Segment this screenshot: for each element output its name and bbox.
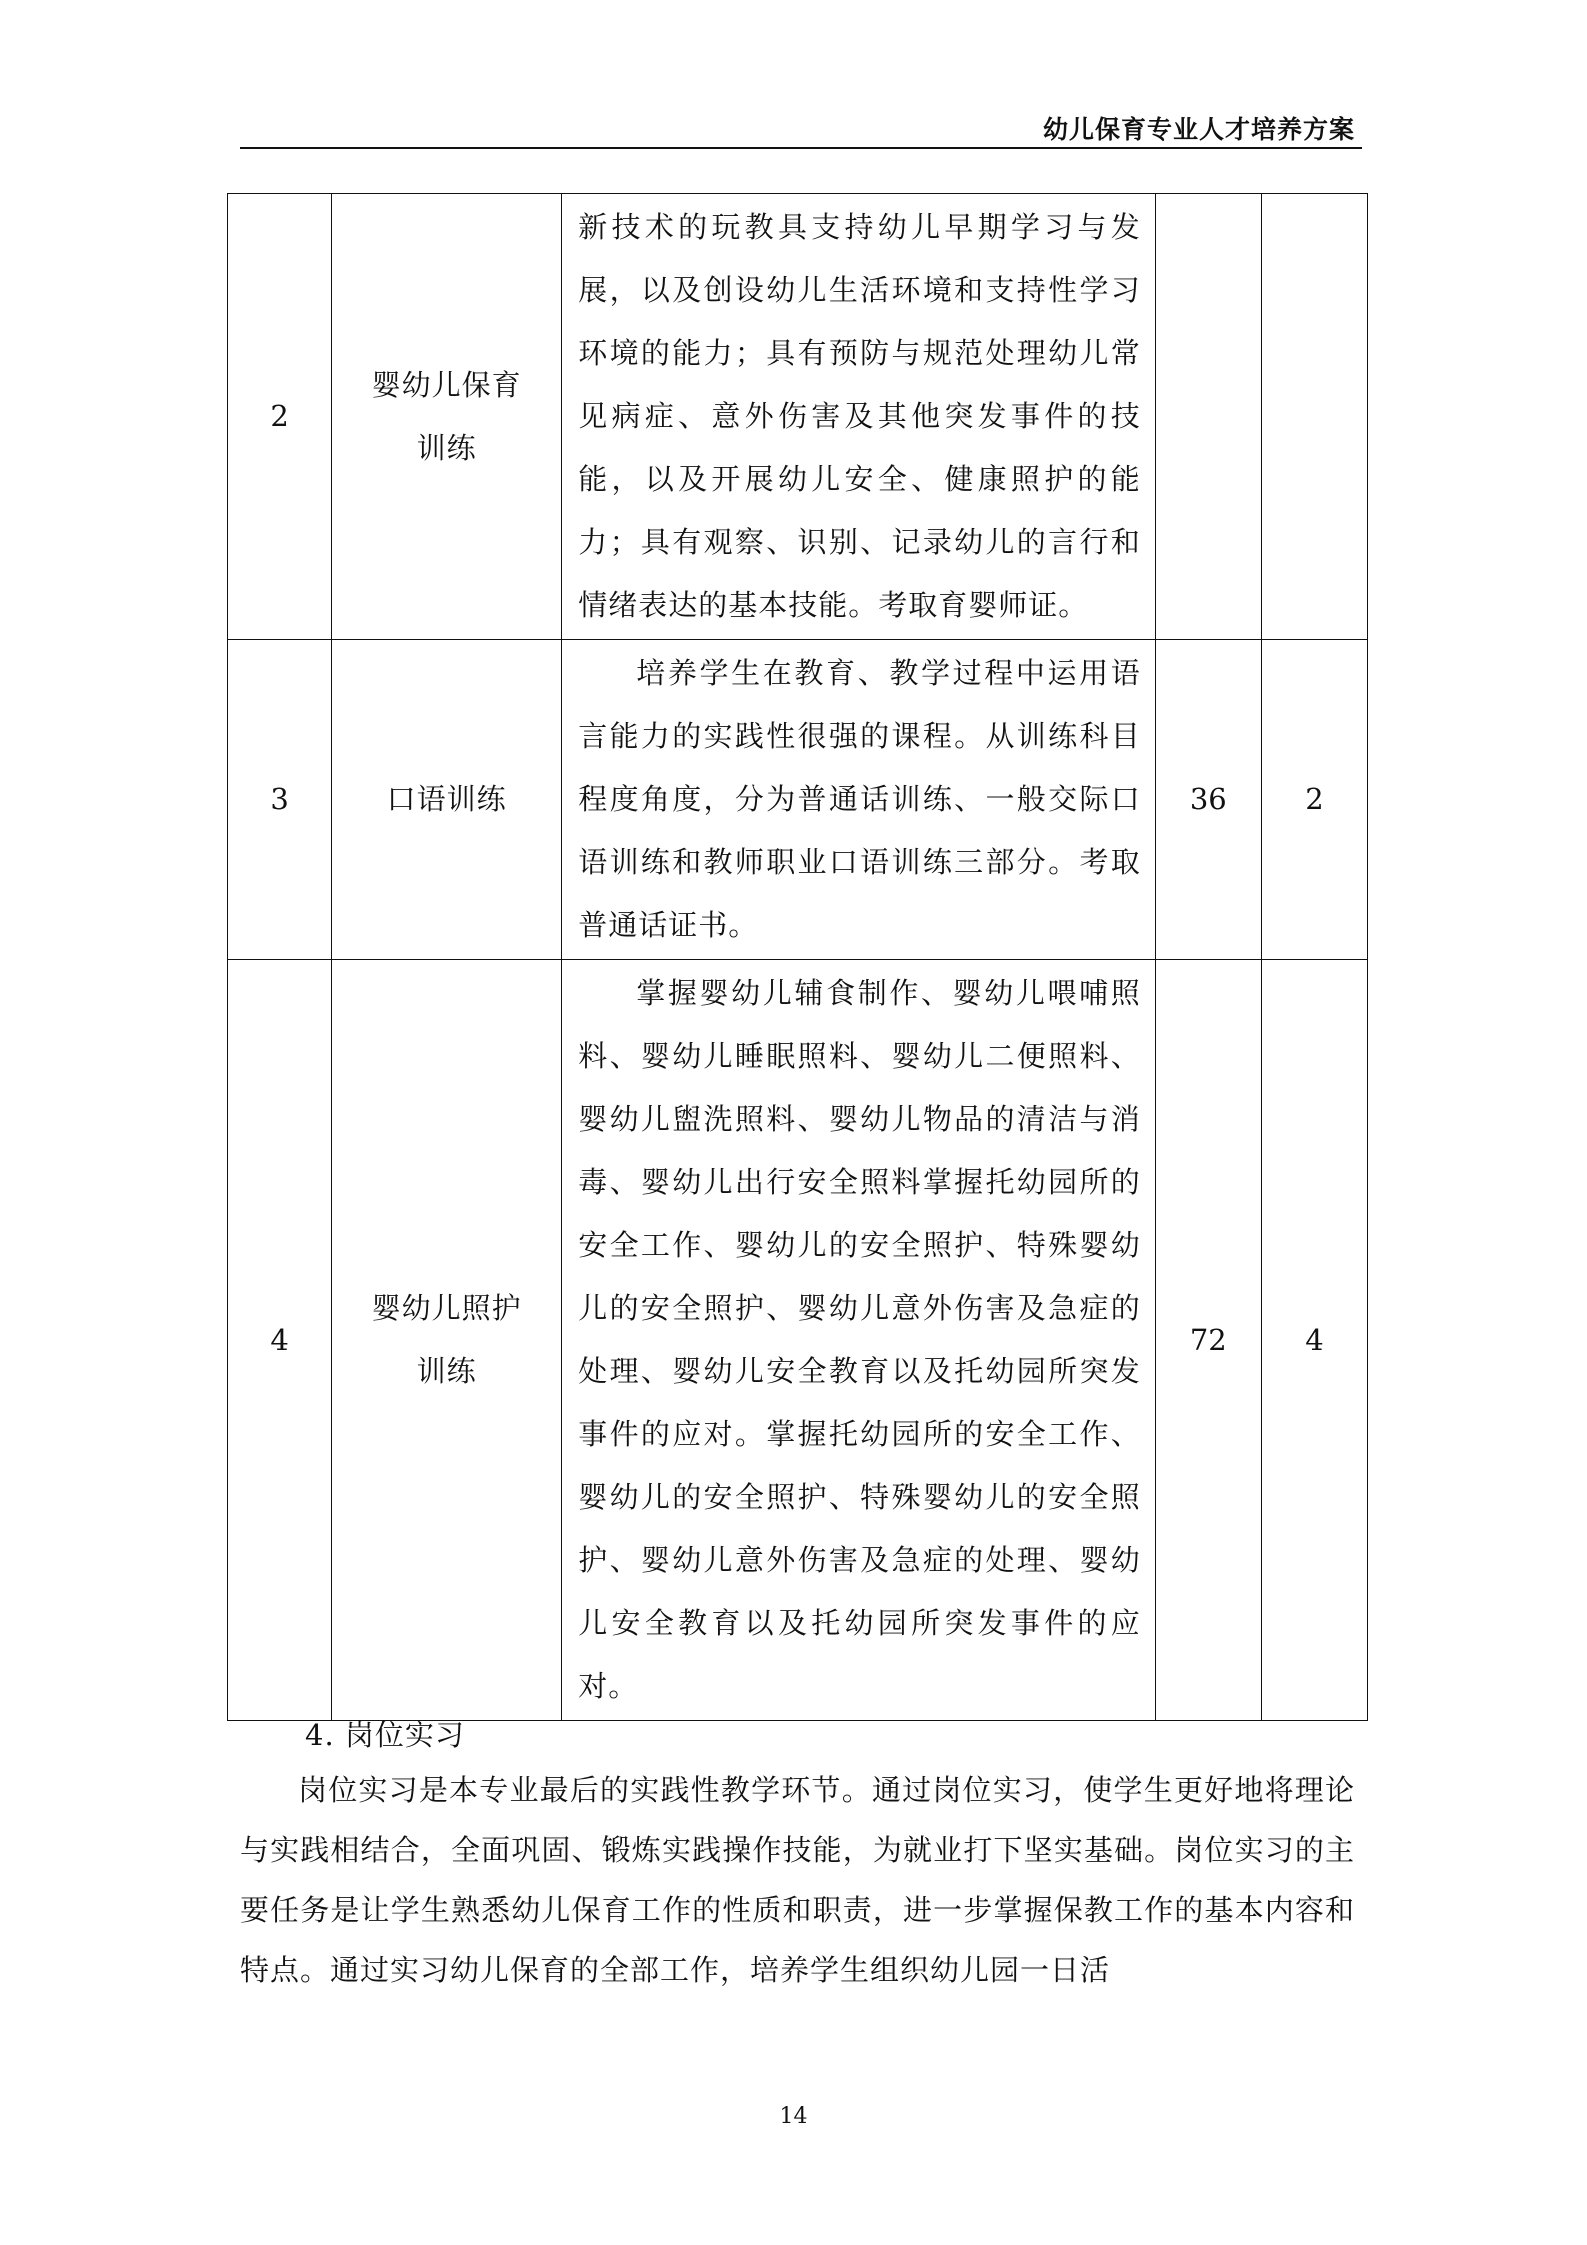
course-name: 婴幼儿保育训练 [371, 367, 522, 465]
course-credits: 2 [1261, 640, 1367, 960]
course-hours [1155, 194, 1261, 640]
course-table [227, 193, 1368, 1721]
page-number: 14 [779, 2104, 808, 2129]
section-heading: 4. 岗位实习 [305, 1718, 465, 1752]
course-description: 新技术的玩教具支持幼儿早期学习与发展，以及创设幼儿生活环境和支持性学习环境的能力；具有预防与规范处理幼儿常见病症、意外伤害及其他突发事件的技能，以及开展幼儿安全、健康照护的能力；具有观察、识别、记录幼儿的言行和情绪表达的基本技能。考取育婴师证。 [562, 194, 1156, 640]
table-row [228, 960, 1368, 1721]
course-credits [1261, 194, 1367, 640]
row-number: 4 [228, 960, 332, 1721]
course-hours: 36 [1155, 640, 1261, 960]
header-divider [240, 147, 1362, 149]
table-row [228, 194, 1368, 640]
course-name: 口语训练 [386, 782, 507, 816]
course-name-cell [332, 194, 562, 640]
course-hours: 72 [1155, 960, 1261, 1721]
section-paragraph: 岗位实习是本专业最后的实践性教学环节。通过岗位实习，使学生更好地将理论与实践相结合，全面巩固、锻炼实践操作技能，为就业打下坚实基础。岗位实习的主要任务是让学生熟悉幼儿保育工作的性质和职责，进一步掌握保教工作的基本内容和特点。通过实习幼儿保育的全部工作，培养学生组织幼儿园一日活 [240, 1773, 1355, 1987]
row-number: 2 [228, 194, 332, 640]
course-name-cell [332, 960, 562, 1721]
course-description: 掌握婴幼儿辅食制作、婴幼儿喂哺照料、婴幼儿睡眠照料、婴幼儿二便照料、婴幼儿盥洗照料、婴幼儿物品的清洁与消毒、婴幼儿出行安全照料掌握托幼园所的安全工作、婴幼儿的安全照护、特殊婴幼儿的安全照护、婴幼儿意外伤害及急症的处理、婴幼儿安全教育以及托幼园所突发事件的应对。掌握托幼园所的安全工作、婴幼儿的安全照护、特殊婴幼儿的安全照护、婴幼儿意外伤害及急症的处理、婴幼儿安全教育以及托幼园所突发事件的应对。 [562, 960, 1156, 1721]
course-description: 培养学生在教育、教学过程中运用语言能力的实践性很强的课程。从训练科目程度角度，分为普通话训练、一般交际口语训练和教师职业口语训练三部分。考取普通话证书。 [562, 640, 1156, 960]
course-name: 婴幼儿照护训练 [371, 1291, 522, 1388]
table-row [228, 640, 1368, 960]
course-credits: 4 [1261, 960, 1367, 1721]
course-name-cell [332, 640, 562, 960]
row-number: 3 [228, 640, 332, 960]
document-header-title: 幼儿保育专业人才培养方案 [1042, 115, 1355, 144]
